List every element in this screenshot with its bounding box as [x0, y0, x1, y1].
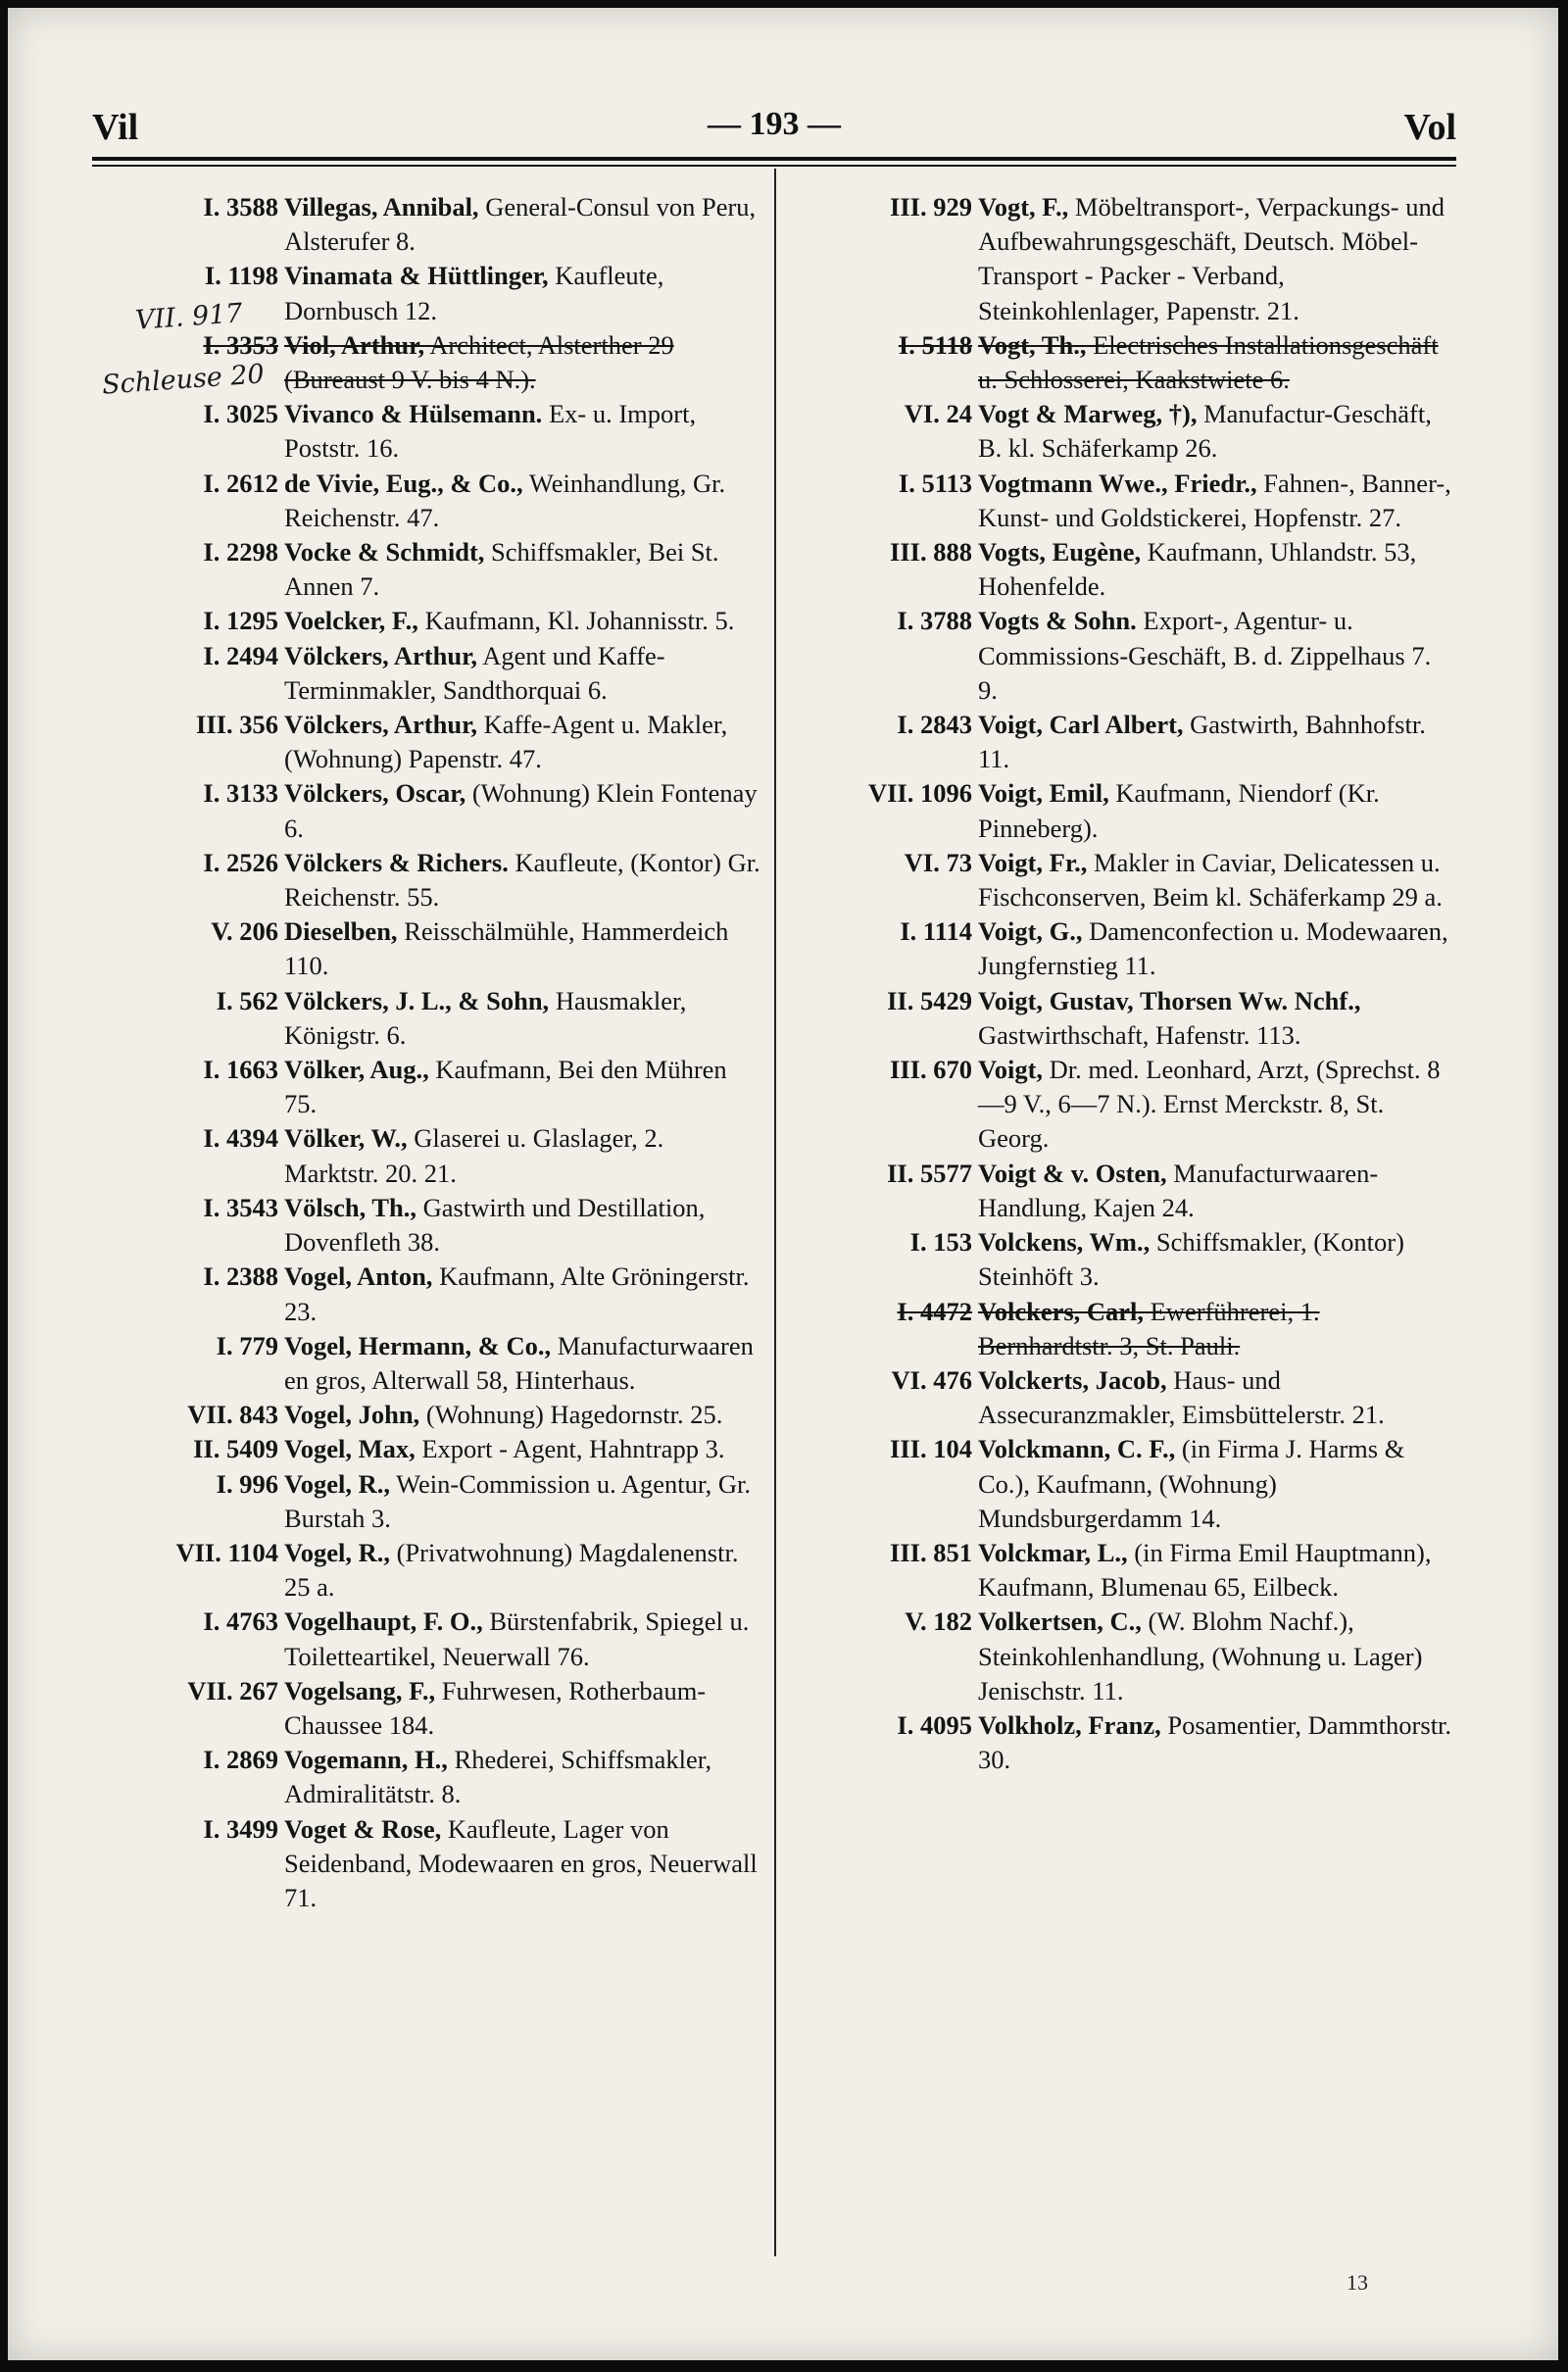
directory-entry [786, 604, 1456, 708]
directory-entry [92, 708, 762, 776]
firm-name: Voigt, Emil, [978, 778, 1109, 809]
register-number: I. 2298 [203, 537, 278, 568]
directory-entry [92, 397, 762, 466]
entry-text [284, 328, 762, 397]
entry-details: Gastwirth und Destillation, Dovenfleth 38. [284, 1192, 706, 1258]
entry-text [284, 1467, 762, 1536]
entry-text [284, 604, 762, 638]
directory-entry [786, 1432, 1456, 1536]
firm-name: Völckers, J. L., & Sohn, [284, 985, 550, 1015]
entry-text [284, 708, 762, 776]
firm-name: Voelcker, F., [284, 606, 418, 636]
entry-text [978, 1708, 1456, 1777]
directory-entry [92, 1432, 762, 1466]
entry-text [978, 1295, 1456, 1363]
register-number: III. 851 [890, 1537, 972, 1567]
entry-text [978, 604, 1456, 708]
right-column [786, 190, 1456, 1777]
entry-details: Hausmakler, Königstr. 6. [284, 985, 687, 1050]
register-number: I. 3353 [203, 329, 278, 360]
entry-details: Export - Agent, Hahntrapp 3. [415, 1434, 725, 1464]
entry-details: Kaufmann, Alte Gröningerstr. 23. [284, 1261, 750, 1326]
firm-name: Voigt, Fr., [978, 847, 1088, 877]
register-number: I. 2612 [203, 468, 278, 498]
directory-entry [92, 1743, 762, 1811]
entry-text [284, 1398, 762, 1432]
firm-name: Volckmar, L., [978, 1537, 1128, 1567]
entry-details: General-Consul von Peru, Alsterufer 8. [284, 192, 757, 257]
directory-entry [92, 1674, 762, 1743]
directory-entry [92, 1121, 762, 1190]
entry-details: Electrisches Installationsgeschäft u. Schlosserei, Kaakstwiete 6. [978, 329, 1439, 395]
firm-name: Vogt & Marweg, †), [978, 399, 1198, 429]
register-number: I. 5118 [898, 329, 972, 360]
header-rule [92, 157, 1456, 161]
firm-name: Dieselben, [284, 916, 398, 947]
entry-details: (Privatwohnung) Magdalenenstr. 25 a. [284, 1537, 739, 1603]
entry-details: (in Firma Emil Hauptmann), Kaufmann, Blumenau 65, Eilbeck. [978, 1537, 1432, 1603]
entry-text [284, 1432, 762, 1466]
entry-text [284, 639, 762, 708]
firm-name: Vogel, R., [284, 1537, 390, 1567]
firm-name: Voget & Rose, [284, 1813, 442, 1844]
directory-entry [786, 467, 1456, 535]
directory-entry [92, 1260, 762, 1328]
entry-details: Makler in Caviar, Delicatessen u. Fischconserven, Beim kl. Schäferkamp 29 a. [978, 847, 1443, 913]
firm-name: Viol, Arthur, [284, 329, 425, 360]
register-number: I. 3788 [897, 606, 972, 636]
entry-details: Kaufleute, Lager von Seidenband, Modewaaren en gros, Neuerwall 71. [284, 1813, 758, 1912]
firm-name: Völckers, Oscar, [284, 778, 466, 809]
register-number: I. 2388 [203, 1261, 278, 1292]
directory-entry [92, 535, 762, 604]
entry-text [284, 467, 762, 535]
firm-name: de Vivie, Eug., & Co., [284, 468, 523, 498]
directory-entry [92, 1467, 762, 1536]
firm-name: Völckers, Arthur, [284, 640, 478, 670]
directory-entry [92, 1329, 762, 1398]
entry-details: Kaufleute, Dornbusch 12. [284, 261, 664, 325]
entry-text [284, 397, 762, 466]
directory-entry [786, 984, 1456, 1053]
firm-name: Völker, W., [284, 1123, 408, 1154]
firm-name: Voigt & v. Osten, [978, 1158, 1167, 1188]
entry-text [284, 1191, 762, 1260]
register-number: II. 5577 [887, 1158, 972, 1188]
entry-details: Rhederei, Schiffsmakler, Admiralitätstr. 8. [284, 1745, 712, 1809]
entry-text [284, 984, 762, 1053]
entry-text [284, 1536, 762, 1605]
directory-entry [92, 984, 762, 1053]
register-number: I. 562 [216, 985, 278, 1015]
register-number: I. 3025 [203, 399, 278, 429]
register-number: III. 888 [890, 537, 972, 568]
firm-name: Völckers, Arthur, [284, 710, 478, 740]
firm-name: Voigt, Gustav, Thorsen Ww. Nchf., [978, 985, 1361, 1015]
firm-name: Vogt, F., [978, 192, 1069, 222]
register-number: I. 1114 [900, 916, 972, 947]
directory-page [8, 8, 1558, 2360]
firm-name: Voigt, [978, 1055, 1044, 1085]
entry-text [284, 1053, 762, 1121]
register-number: I. 3588 [203, 192, 278, 222]
firm-name: Vogel, John, [284, 1400, 420, 1430]
register-number: I. 779 [216, 1330, 278, 1360]
entry-details: Ex- u. Import, Poststr. 16. [284, 399, 697, 464]
entry-details: Ewerführerei, 1. Bernhardtstr. 3, St. Pauli. [978, 1296, 1320, 1360]
directory-entry [92, 190, 762, 259]
register-number: III. 670 [890, 1055, 972, 1085]
directory-entry [786, 1536, 1456, 1605]
register-number: II. 5409 [193, 1434, 278, 1464]
entry-details: Manufacturwaaren en gros, Alterwall 58, Hinterhaus. [284, 1330, 754, 1395]
entry-details: Kaufmann, Kl. Johannisstr. 5. [417, 606, 735, 636]
entry-text [284, 535, 762, 604]
firm-name: Vocke & Schmidt, [284, 537, 485, 568]
directory-entry [92, 1053, 762, 1121]
entry-text [978, 467, 1456, 535]
firm-name: Vogel, Anton, [284, 1261, 433, 1292]
register-number: I. 4095 [897, 1709, 972, 1740]
firm-name: Vogel, Hermann, & Co., [284, 1330, 552, 1360]
directory-entry [786, 914, 1456, 983]
entry-text [978, 1536, 1456, 1605]
entry-details: Schiffsmakler, (Kontor) Steinhöft 3. [978, 1227, 1404, 1292]
entry-details: Dr. med. Leonhard, Arzt, (Sprechst. 8—9 V., 6—7 N.). Ernst Merckstr. 8, St. Georg. [978, 1055, 1441, 1154]
entry-text [284, 1674, 762, 1743]
entry-details: Kaufmann, Niendorf (Kr. Pinneberg). [978, 778, 1380, 843]
firm-name: Volkholz, Franz, [978, 1709, 1161, 1740]
register-number: V. 206 [211, 916, 278, 947]
directory-entry [786, 1605, 1456, 1708]
handwritten-note: VII. 917 [134, 298, 244, 336]
register-number: I. 4394 [203, 1123, 278, 1154]
entry-text [978, 1225, 1456, 1294]
entry-details: (Wohnung) Hagedornstr. 25. [419, 1400, 723, 1430]
entry-details: Gastwirth, Bahnhofstr. 11. [978, 710, 1426, 774]
entry-details: Fahnen-, Banner-, Kunst- und Goldstickerei, Hopfenstr. 27. [978, 468, 1451, 532]
firm-name: Vinamata & Hüttlinger, [284, 261, 549, 291]
register-number: I. 996 [216, 1468, 278, 1499]
register-number: III. 104 [890, 1434, 972, 1464]
entry-details: Glaserei u. Glaslager, 2. Marktstr. 20. 21. [284, 1123, 664, 1188]
firm-name: Vogelsang, F., [284, 1675, 436, 1705]
register-number: I. 4763 [203, 1606, 278, 1637]
entry-text [978, 397, 1456, 466]
entry-details: Agent und Kaffe-Terminmakler, Sandthorquai 6. [284, 640, 665, 705]
header-right: Vol [1403, 107, 1456, 148]
header-rule-thin [92, 165, 1456, 167]
entry-text [978, 1157, 1456, 1225]
entry-details: (in Firma J. Harms & Co.), Kaufmann, (Wohnung) Mundsburgerdamm 14. [978, 1434, 1405, 1533]
header-left: Vil [92, 107, 139, 148]
page-number: — 193 — [708, 106, 841, 142]
directory-entry [786, 1053, 1456, 1157]
entry-text [978, 328, 1456, 397]
entry-details: Damenconfection u. Modewaaren, Jungfernstieg 11. [978, 916, 1448, 981]
signature-mark: 13 [1347, 2270, 1368, 2295]
entry-text [978, 1432, 1456, 1536]
entry-details: Möbeltransport-, Verpackungs- und Aufbewahrungsgeschäft, Deutsch. Möbel-Transport - Packer - Verband, Steinkohlenlager, Papenstr. 21. [978, 192, 1445, 325]
register-number: VI. 24 [904, 399, 972, 429]
firm-name: Völsch, Th., [284, 1192, 416, 1222]
entry-details: Weinhandlung, Gr. Reichenstr. 47. [284, 468, 726, 532]
register-number: I. 5113 [898, 468, 972, 498]
firm-name: Vogelhaupt, F. O., [284, 1606, 483, 1637]
entry-details: Kaffe-Agent u. Makler, (Wohnung) Papenstr. 47. [284, 710, 728, 774]
directory-entry [786, 846, 1456, 914]
register-number: VII. 1104 [175, 1537, 278, 1567]
directory-entry [786, 708, 1456, 776]
register-number: I. 4472 [897, 1296, 972, 1326]
entry-text [284, 1260, 762, 1328]
directory-entry [786, 1295, 1456, 1363]
register-number: VII. 267 [187, 1675, 278, 1705]
entry-details: Schiffsmakler, Bei St. Annen 7. [284, 537, 719, 602]
directory-entry [92, 604, 762, 638]
entry-text [978, 984, 1456, 1053]
firm-name: Vogt, Th., [978, 329, 1087, 360]
register-number: VII. 1096 [867, 778, 972, 809]
entry-details: Posamentier, Dammthorstr. 30. [978, 1709, 1452, 1775]
entry-details: Manufacturwaaren-Handlung, Kajen 24. [978, 1158, 1379, 1222]
entry-text [284, 914, 762, 983]
firm-name: Volckens, Wm., [978, 1227, 1151, 1258]
register-number: I. 1198 [204, 261, 278, 291]
entry-details: Kaufleute, (Kontor) Gr. Reichenstr. 55. [284, 847, 760, 913]
directory-entry [92, 1398, 762, 1432]
firm-name: Völckers & Richers. [284, 847, 509, 877]
directory-entry [92, 1812, 762, 1916]
firm-name: Volckerts, Jacob, [978, 1364, 1167, 1395]
directory-entry [92, 776, 762, 845]
firm-name: Volckmann, C. F., [978, 1434, 1176, 1464]
directory-entry [786, 1363, 1456, 1432]
directory-entry [786, 1225, 1456, 1294]
firm-name: Vogel, R., [284, 1468, 390, 1499]
entry-text [978, 846, 1456, 914]
register-number: I. 2494 [203, 640, 278, 670]
register-number: III. 356 [196, 710, 278, 740]
entry-text [978, 190, 1456, 328]
directory-entry [786, 190, 1456, 328]
entry-text [284, 1605, 762, 1673]
firm-name: Villegas, Annibal, [284, 192, 479, 222]
directory-entry [786, 1157, 1456, 1225]
entry-details: Kaufmann, Uhlandstr. 53, Hohenfelde. [978, 537, 1417, 602]
entry-text [284, 776, 762, 845]
directory-entry [786, 776, 1456, 845]
directory-entry [92, 1605, 762, 1673]
entry-text [978, 1363, 1456, 1432]
firm-name: Vogtmann Wwe., Friedr., [978, 468, 1257, 498]
register-number: III. 929 [890, 192, 972, 222]
register-number: VII. 843 [187, 1400, 278, 1430]
register-number: I. 2843 [897, 710, 972, 740]
register-number: I. 2526 [203, 847, 278, 877]
register-number: I. 1663 [203, 1055, 278, 1085]
column-divider [774, 169, 776, 2256]
entry-text [978, 535, 1456, 604]
register-number: II. 5429 [887, 985, 972, 1015]
entry-text [284, 190, 762, 259]
register-number: VI. 73 [904, 847, 972, 877]
entry-details: (W. Blohm Nachf.), Steinkohlenhandlung, (Wohnung u. Lager) Jenischstr. 11. [978, 1606, 1423, 1705]
entry-details: Wein-Commission u. Agentur, Gr. Burstah 3. [284, 1468, 752, 1533]
entry-text [978, 1053, 1456, 1157]
register-number: V. 182 [905, 1606, 972, 1637]
entry-details: (Wohnung) Klein Fontenay 6. [284, 778, 758, 843]
directory-entry [786, 397, 1456, 466]
firm-name: Voigt, G., [978, 916, 1083, 947]
entry-text [978, 914, 1456, 983]
firm-name: Voigt, Carl Albert, [978, 710, 1184, 740]
directory-entry [786, 1708, 1456, 1777]
register-number: I. 2869 [203, 1745, 278, 1775]
firm-name: Volkertsen, C., [978, 1606, 1142, 1637]
entry-details: Kaufmann, Bei den Mühren 75. [284, 1055, 727, 1119]
directory-entry [92, 639, 762, 708]
register-number: I. 3499 [203, 1813, 278, 1844]
entry-details: Export-, Agentur- u. Commissions-Geschäft, B. d. Zippelhaus 7. 9. [978, 606, 1432, 705]
directory-entry [92, 914, 762, 983]
firm-name: Vogel, Max, [284, 1434, 416, 1464]
entry-details: Bürstenfabrik, Spiegel u. Toiletteartikel, Neuerwall 76. [284, 1606, 750, 1671]
entry-details: Haus- und Assecuranzmakler, Eimsbüttelerstr. 21. [978, 1364, 1385, 1430]
directory-entry [92, 1191, 762, 1260]
entry-details: Manufactur-Geschäft, B. kl. Schäferkamp 26. [978, 399, 1432, 464]
entry-text [284, 259, 762, 327]
entry-text [284, 846, 762, 914]
firm-name: Volckers, Carl, [978, 1296, 1145, 1326]
directory-entry [92, 467, 762, 535]
register-number: I. 3543 [203, 1192, 278, 1222]
entry-text [284, 1812, 762, 1916]
left-column [92, 190, 762, 1915]
entry-text [978, 708, 1456, 776]
firm-name: Vogts & Sohn. [978, 606, 1137, 636]
directory-entry [786, 535, 1456, 604]
page-header [92, 106, 1456, 153]
entry-details: Reisschälmühle, Hammerdeich 110. [284, 916, 729, 981]
firm-name: Völker, Aug., [284, 1055, 429, 1085]
register-number: I. 1295 [203, 606, 278, 636]
directory-entry [92, 846, 762, 914]
firm-name: Vivanco & Hülsemann. [284, 399, 543, 429]
register-number: I. 153 [909, 1227, 972, 1258]
entry-text [284, 1329, 762, 1398]
firm-name: Vogts, Eugène, [978, 537, 1142, 568]
handwritten-note: Schleuse 20 [101, 359, 266, 401]
entry-details: Architect, Alsterther 29 (Bureaust 9 V. bis 4 N.). [284, 329, 674, 395]
directory-entry [92, 1536, 762, 1605]
directory-entry [786, 328, 1456, 397]
entry-details: Fuhrwesen, Rotherbaum-Chaussee 184. [284, 1675, 707, 1740]
entry-text [284, 1743, 762, 1811]
entry-text [978, 776, 1456, 845]
entry-details: Gastwirthschaft, Hafenstr. 113. [978, 1019, 1301, 1050]
entry-text [284, 1121, 762, 1190]
firm-name: Vogemann, H., [284, 1745, 448, 1775]
register-number: I. 3133 [203, 778, 278, 809]
entry-text [978, 1605, 1456, 1708]
register-number: VI. 476 [891, 1364, 972, 1395]
